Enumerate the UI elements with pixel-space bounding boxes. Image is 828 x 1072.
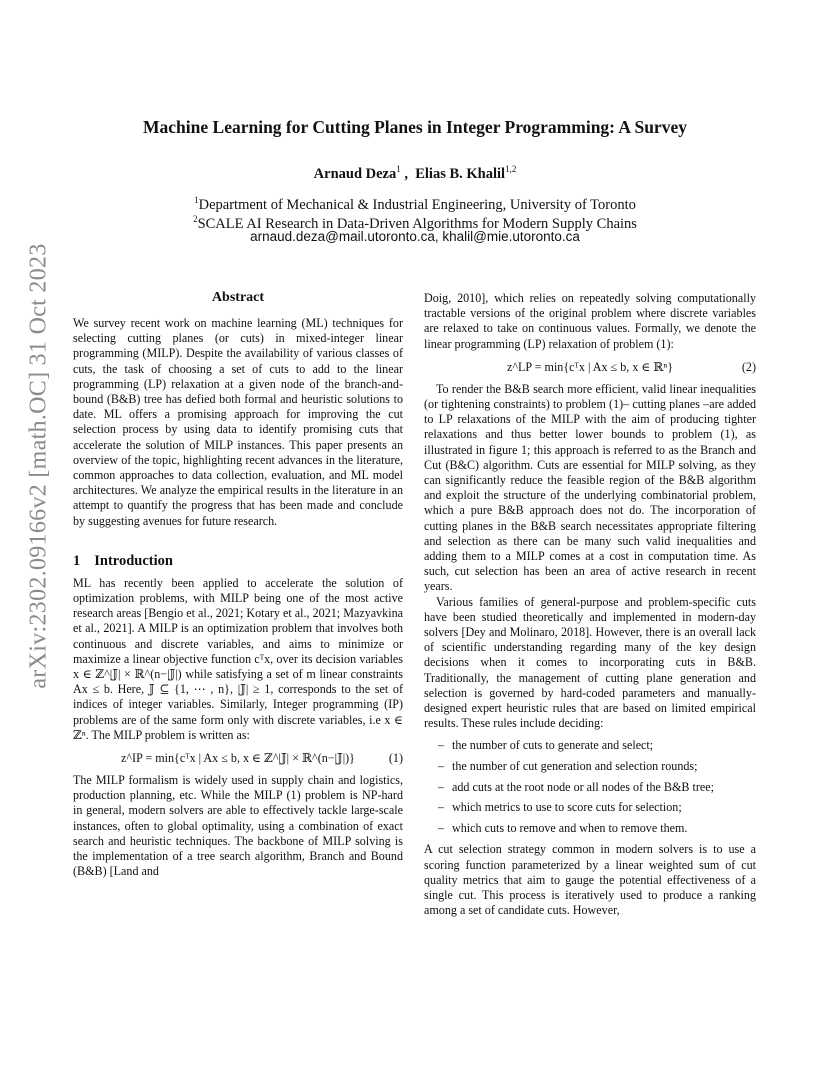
list-item-text: the number of cuts to generate and select;	[452, 738, 654, 753]
author-name: Elias B. Khalil	[415, 165, 506, 182]
list-item-text: which metrics to use to score cuts for selection;	[452, 800, 682, 815]
body-paragraph: To render the B&B search more efficient, valid linear inequalities (or tightening constraints) to problem (1)– cutting planes –are added to LP relaxations of the MILP with the aim of producing tighter relaxations and thus better lower bounds to problem (1), as illustrated in figure 1; this approach is referred to as the Branch and Cut (B&C) algorithm. Cuts are essential for MILP solving, as they can significantly reduce the feasible region of the B&B algorithm and exploit the structure of the underlying combinatorial problem, which a pure B&B approach does not do. The incorporation of cutting planes in the B&B search necessitates appropriate filtering and selection as there can be many such valid inequalities and adding them to a MILP comes at a cost in computation time. As such, cut selection has been an area of active research in recent years.	[424, 381, 756, 594]
section-number: 1	[73, 552, 81, 569]
decision-list	[438, 735, 756, 838]
body-paragraph: Doig, 2010], which relies on repeatedly solving computationally tractable versions of the original problem where discrete variables are relaxed to take on continuous values. Formally, we denote the linear programming (LP) relaxation of problem (1):	[424, 291, 756, 351]
equation-text: z^IP = min{cᵀx | Ax ≤ b, x ∈ ℤ^|𝕁| × ℝ^(n−|𝕁|)}	[121, 751, 355, 766]
intro-paragraph: ML has recently been applied to accelerate the solution of optimization problems, with MILP being one of the most active research areas [Bengio et al., 2021; Kotary et al., 2021; Mazyavkina et al., 2021]. A MILP is an optimization problem that involves both continuous and discrete variables, and aims to minimize or maximize a linear objective function cᵀx, over its decision variables x ∈ ℤ^|𝕁| × ℝ^(n−|𝕁|) while satisfying a set of m linear constraints Ax ≤ b. Here, 𝕁 ⊆ {1, ⋯ , n}, |𝕁| ≥ 1, corresponds to the set of indices of integer variables. Similarly, Integer programming (IP) problems are of the same form only with discrete variables, i.e x ∈ ℤⁿ. The MILP problem is written as:	[73, 575, 403, 742]
arxiv-stamp-text: arXiv:2302.09166v2 [math.OC] 31 Oct 2023	[25, 243, 52, 689]
equation-2	[424, 352, 756, 382]
author-affil-mark: 1,2	[505, 164, 517, 174]
author-name: Arnaud Deza	[313, 165, 397, 182]
section-heading	[73, 553, 403, 570]
list-item-text: which cuts to remove and when to remove them.	[452, 820, 688, 835]
author-list: Arnaud Deza$^1$ , Elias B. Khalil$^{1,2}$	[313, 164, 517, 182]
section-title: Introduction	[94, 552, 173, 569]
equation-text: z^LP = min{cᵀx | Ax ≤ b, x ∈ ℝⁿ}	[506, 359, 674, 374]
body-paragraph: A cut selection strategy common in modern solvers is to use a scoring function parameterized by a linear weighted sum of cut quality metrics that aim to gauge the potential effectiveness of a single cut. This process is iteratively used to produce a ranking among a set of candidate cuts. However,	[424, 842, 756, 918]
affiliation-text: Department of Mechanical & Industrial Engineering, University of Toronto	[198, 196, 636, 213]
list-item: – add cuts at the root node or all nodes of the B&B tree;	[438, 779, 714, 794]
author-affil-mark: 1	[396, 164, 401, 174]
list-item: – which cuts to remove and when to remove them.	[438, 820, 688, 835]
list-item-text: the number of cut generation and selection rounds;	[452, 759, 698, 774]
author-emails: arnaud.deza@mail.utoronto.ca, khalil@mie.utoronto.ca	[250, 229, 580, 244]
paper-title: Machine Learning for Cutting Planes in Integer Programming: A Survey	[143, 117, 687, 137]
affiliation-text: SCALE AI Research in Data-Driven Algorithms for Modern Supply Chains	[197, 215, 637, 232]
left-column	[73, 290, 403, 880]
intro-paragraph: The MILP formalism is widely used in supply chain and logistics, production planning, etc. While the MILP (1) problem is NP-hard in general, modern solvers are able to effectively tackle large-scale instances, often to global optimality, using a combination of exact search and heuristic techniques. The backbone of MILP solving is the implementation of a tree search algorithm, Branch and Bound (B&B) [Land and	[73, 773, 403, 879]
list-item: – the number of cut generation and selection rounds;	[438, 759, 698, 774]
affiliation-mark: 1	[194, 195, 199, 205]
body-paragraph: Various families of general-purpose and problem-specific cuts have been studied theoretically and implemented in modern-day solvers [Dey and Molinaro, 2018]. However, there is an overall lack of scientific understanding regarding many of the key design decisions when it comes to incorporating cuts in B&B. Traditionally, the management of cutting plane generation and selection is governed by hard-coded parameters and manually-designed expert heuristic rules that are based on limited empirical results. These rules include deciding:	[424, 594, 756, 731]
affiliation-mark: 2	[193, 214, 198, 224]
list-item: – which metrics to use to score cuts for selection;	[438, 800, 682, 815]
arxiv-stamp	[14, 243, 64, 689]
abstract-heading: Abstract	[211, 290, 265, 305]
equation-number: (1)	[388, 751, 403, 766]
right-column	[424, 291, 756, 918]
abstract-text: We survey recent work on machine learning (ML) techniques for selecting cutting planes (or cuts) in mixed-integer linear programming (MILP). Despite the availability of various classes of cuts, the task of choosing a set of cuts to add to the linear programming (LP) relaxation at a given node of the branch-and-bound (B&B) tree has defied both formal and heuristic solutions to date. ML offers a promising approach for improving the cut selection process by using data to identify promising cuts that accelerate the solution of MILP instances. This paper presents an overview of the topic, highlighting recent advances in the literature, common approaches to data collection, evaluation, and ML model architectures. We analyze the empirical results in the literature in an attempt to quantify the progress that has been made and conclude by suggesting avenues for future research.	[73, 316, 403, 528]
equation-number: (2)	[741, 359, 756, 374]
list-item-text: add cuts at the root node or all nodes of the B&B tree;	[452, 779, 714, 794]
equation-1	[73, 743, 403, 773]
list-item: – the number of cuts to generate and select;	[438, 738, 654, 753]
